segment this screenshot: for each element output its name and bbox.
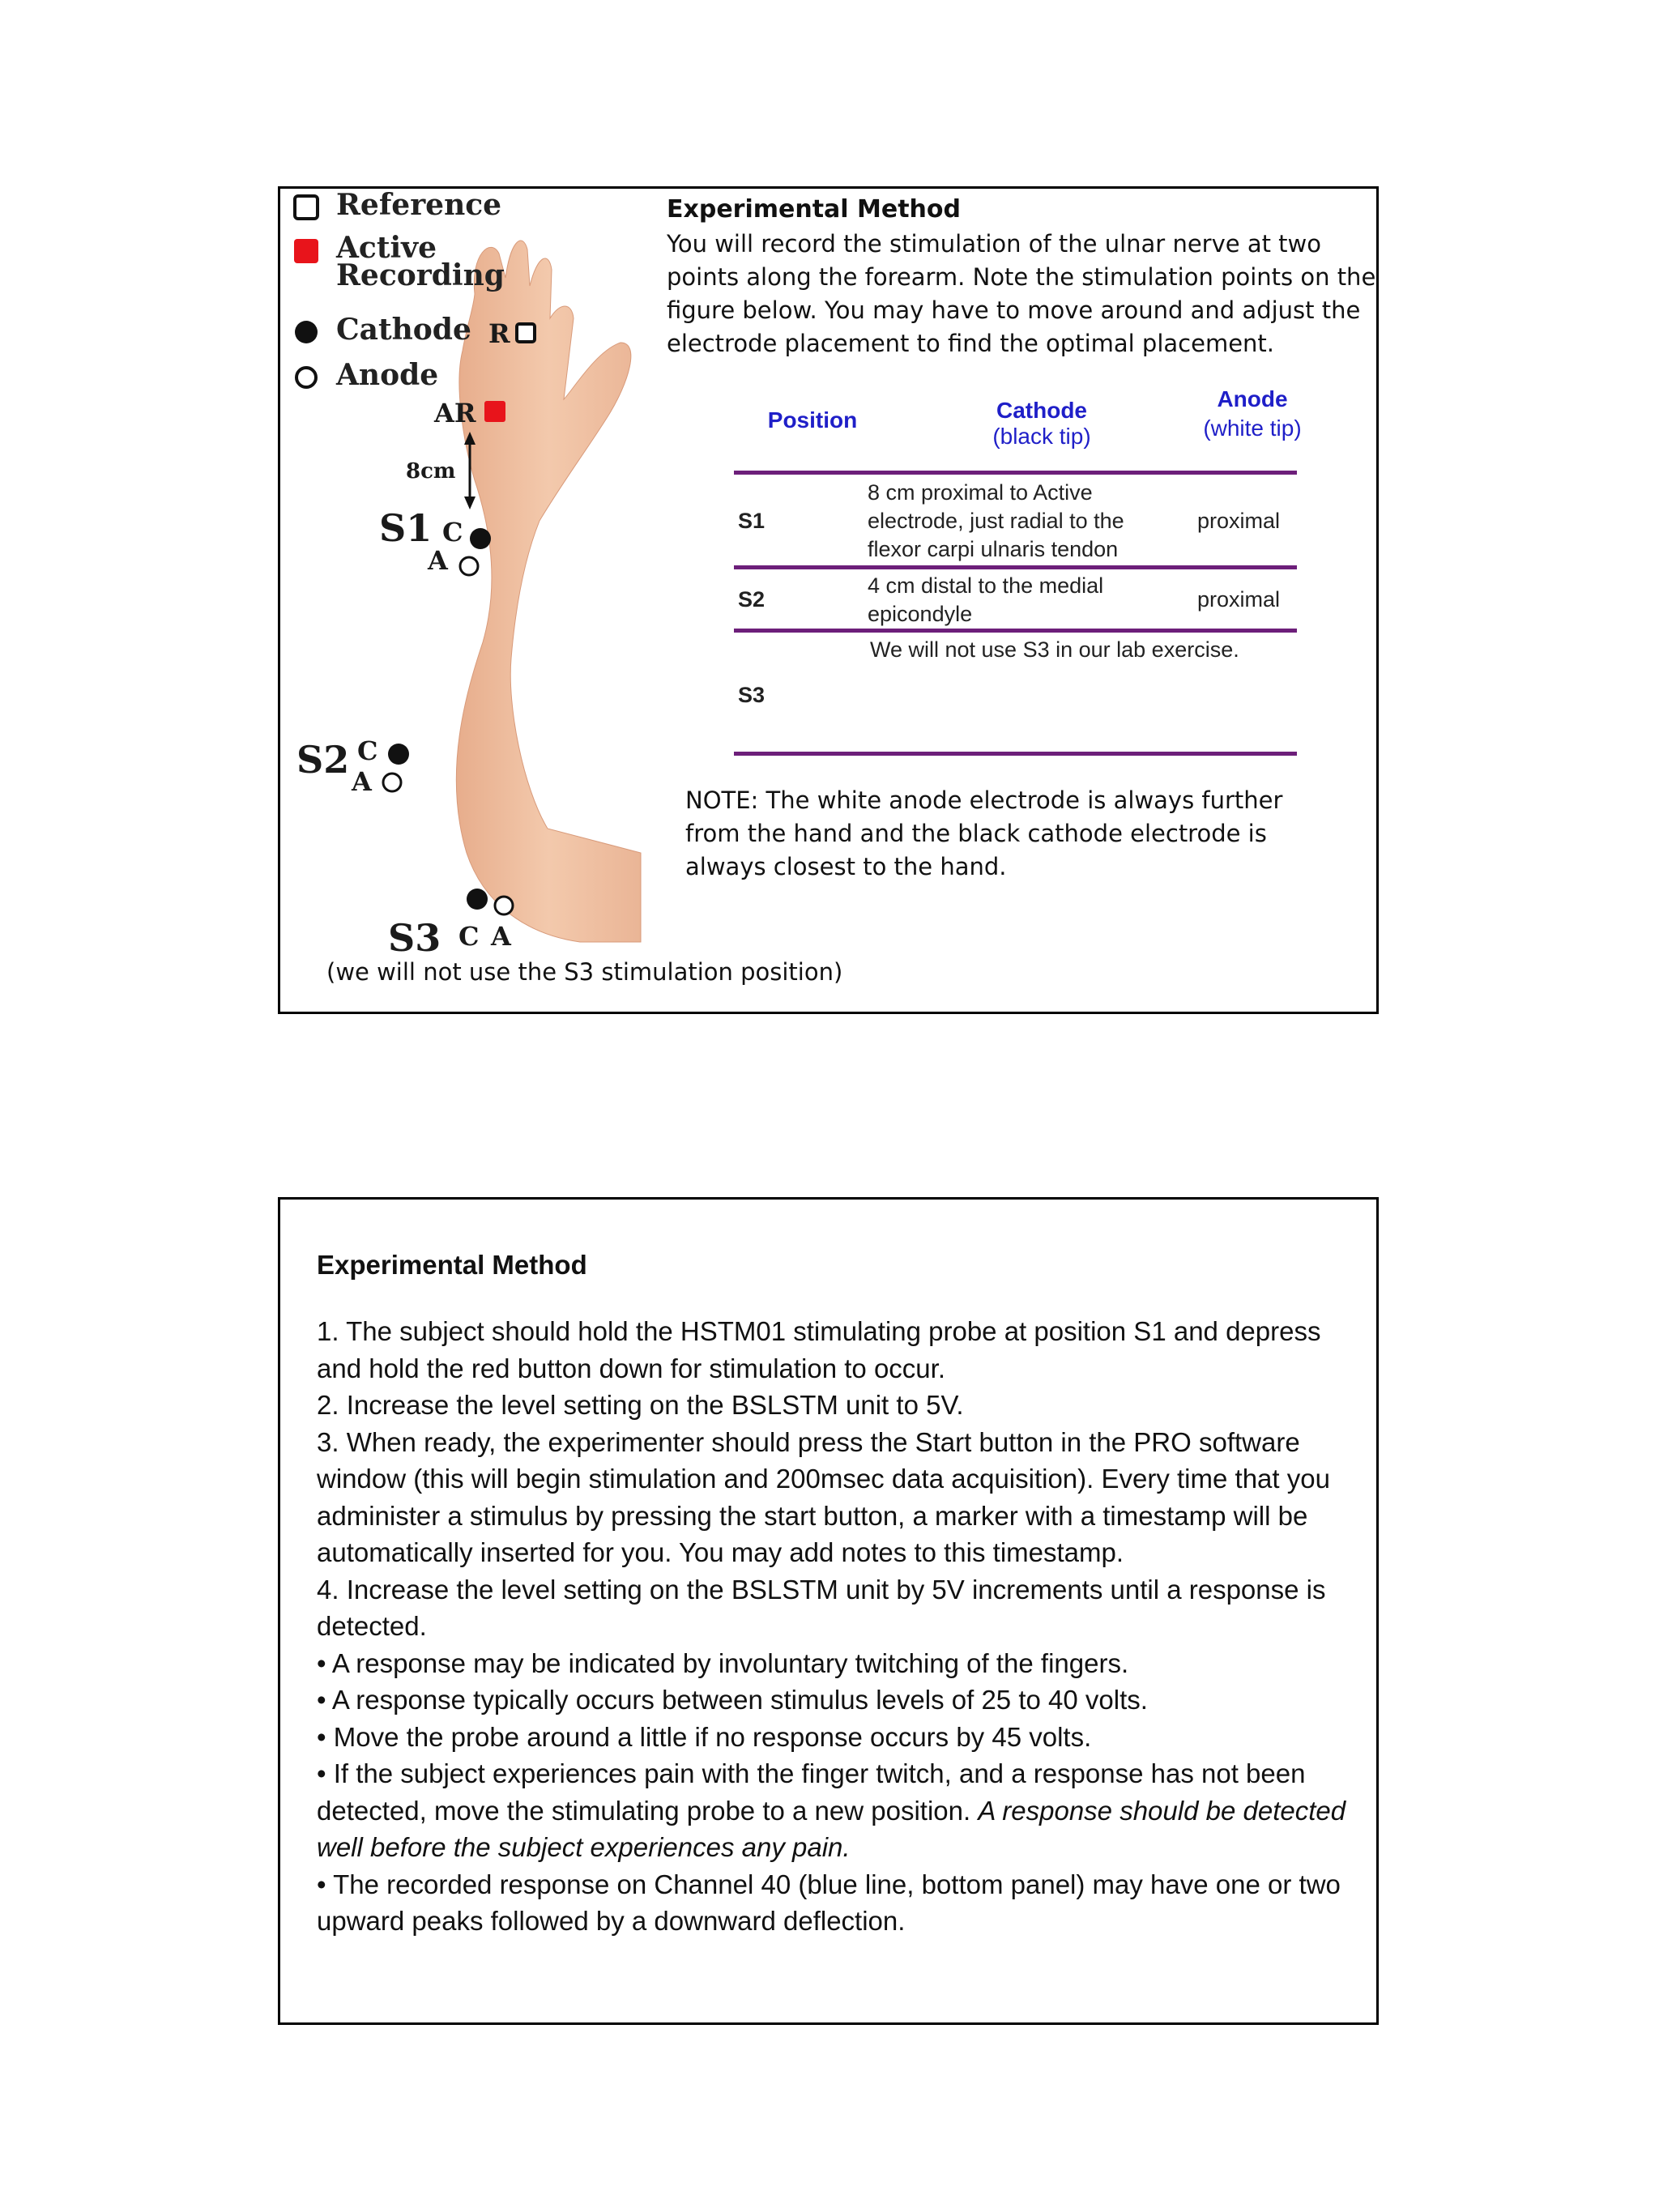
table-rule [734, 565, 1297, 569]
s3-anode-icon [495, 897, 513, 914]
slide-electrode-placement: Reference Active Recording Cathode Anode R AR 8cm S1 C A S2 C A S3 C A Experimental Method You will record the stimulation of the ulnar nerve at two points along the forearm. Note the stimulation points on the figure below. You may have to move around and adjust the electrode placement to find the optimal placement. Position Cathode (black tip) Anode (white tip) S1 8 cm proximal to Active electrode, just radial to the flexor carpi ulnaris tendon proximal S2 4 cm distal to the medial epicondyle proximal S3 We will not use S3 in our lab exercise. NOTE: The white anode electrode is always further from the hand and the black cathode electrode is always closest to the hand. (we will not use the S3 stimulation position) [278, 186, 1379, 1014]
table-rule [734, 471, 1297, 475]
slide1-caption: (we will not use the S3 stimulation position) [326, 958, 843, 986]
label-s3-c: C [458, 921, 480, 952]
list-item: • Move the probe around a little if no response occurs by 45 volts. [317, 1721, 1092, 1752]
label-s3-a: A [491, 921, 511, 952]
list-item: 4. Increase the level setting on the BSLSTM unit by 5V increments until a response is detected. [317, 1574, 1326, 1641]
list-item: • If the subject experiences pain with the finger twitch, and a response has not been detected, move the stimulating probe to a new position. A response should be detected well before the subject experiences any pain. [317, 1758, 1346, 1862]
legend-anode: Anode [292, 360, 438, 391]
label-s2: S2 [296, 738, 350, 782]
list-item: • A response may be indicated by involuntary twitching of the fingers. [317, 1647, 1129, 1678]
arm-silhouette [456, 241, 641, 942]
open-circle-icon [292, 364, 320, 391]
legend-reference: Reference [292, 190, 501, 221]
filled-circle-icon [292, 318, 320, 346]
label-s1-a: A [428, 545, 448, 576]
table-rule [734, 752, 1297, 756]
list-item: • The recorded response on Channel 40 (blue line, bottom panel) may have one or two upward peaks followed by a downward deflection. [317, 1869, 1341, 1936]
label-s2-c: C [357, 735, 378, 766]
list-item: 1. The subject should hold the HSTM01 stimulating probe at position S1 and depress and hold the red button down for stimulation to occur. [317, 1316, 1321, 1383]
label-r: R [488, 318, 510, 349]
list-item: 3. When ready, the experimenter should press the Start button in the PRO software window (this will begin stimulation and 200msec data acquisition). Every time that you administer a stimulus by pressing the start button, a marker with a timestamp will be automatically inserted for you. You may add notes to this timestamp. [317, 1426, 1330, 1567]
s2-anode-icon [383, 774, 401, 791]
active-electrode-icon [484, 401, 505, 422]
arm-illustration [280, 189, 669, 966]
slide1-note: NOTE: The white anode electrode is always further from the hand and the black cathode electrode is always closest to the hand. [685, 786, 1283, 880]
label-ar: AR [434, 398, 476, 428]
label-s1-c: C [442, 517, 463, 548]
legend-active-recording: Active Recording [292, 234, 498, 289]
open-square-icon [292, 194, 320, 221]
label-s1: S1 [379, 506, 433, 550]
s3-cathode-icon [467, 889, 488, 910]
list-item: 2. Increase the level setting on the BSLSTM unit to 5V. [317, 1390, 964, 1420]
th-anode: Anode (white tip) [1203, 386, 1302, 441]
label-s2-a: A [352, 766, 372, 797]
s1-cathode-icon [470, 528, 491, 549]
table-rule [734, 629, 1297, 633]
reference-electrode-icon [517, 324, 535, 342]
slide-experimental-steps [278, 1197, 1379, 2025]
slide1-intro: You will record the stimulation of the ulnar nerve at two points along the forearm. Note the stimulation points on the figure below. You may have to move around and adjust the electrode placement to find the optimal placement. [667, 230, 1376, 357]
label-distance: 8cm [406, 459, 456, 484]
list-item: • A response typically occurs between stimulus levels of 25 to 40 volts. [317, 1685, 1148, 1715]
s2-cathode-icon [388, 744, 409, 765]
th-cathode: Cathode (black tip) [992, 398, 1091, 449]
slide2-body [317, 1313, 1354, 1940]
th-position: Position [767, 407, 858, 433]
s1-anode-icon [460, 557, 478, 575]
legend-cathode: Cathode [292, 315, 471, 346]
label-s3: S3 [388, 916, 441, 960]
slide1-title: Experimental Method [667, 195, 962, 224]
red-square-icon [292, 237, 320, 265]
slide2-title: Experimental Method [317, 1250, 587, 1280]
